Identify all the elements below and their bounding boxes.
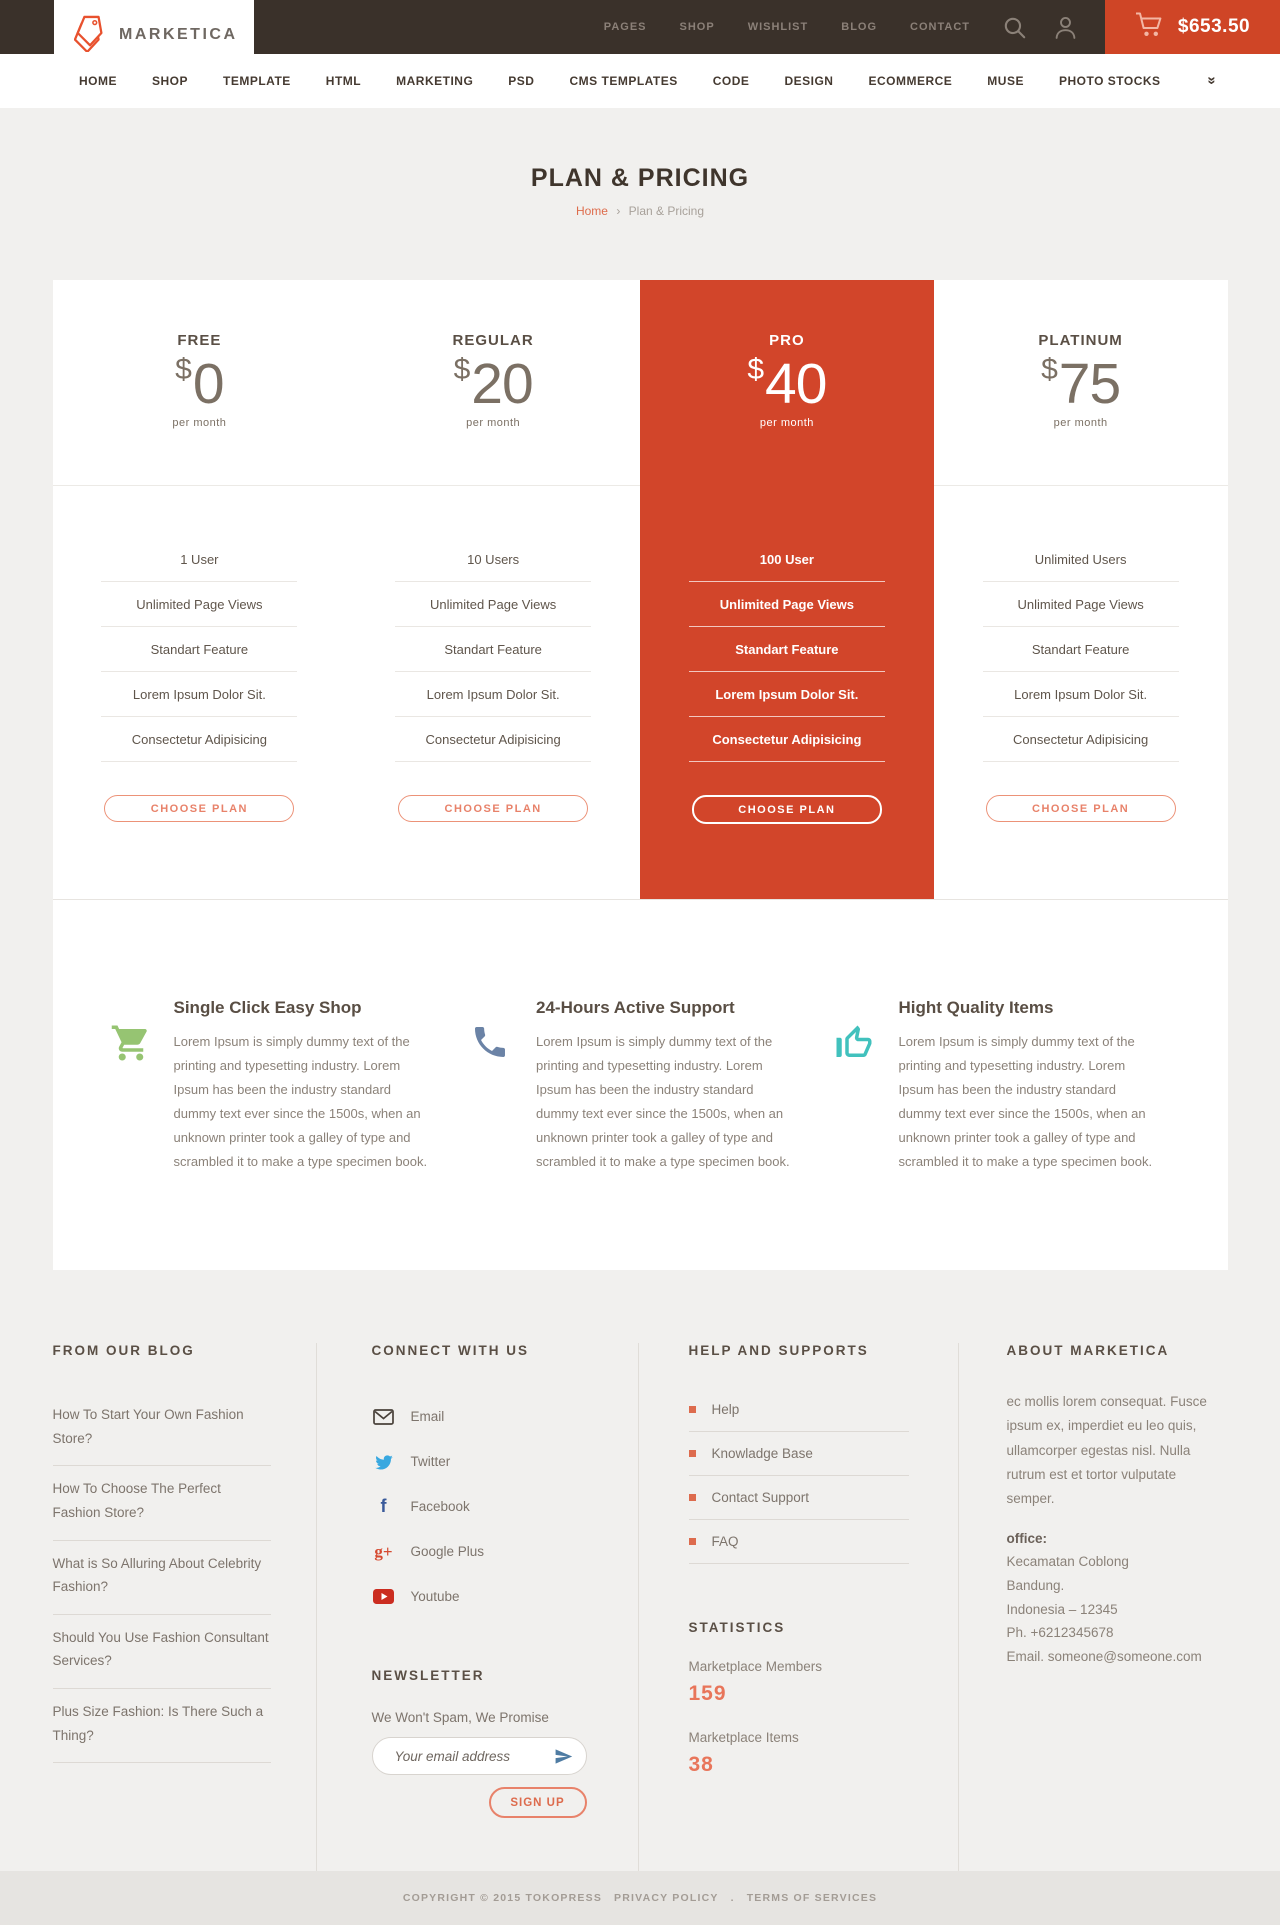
newsletter-tagline: We Won't Spam, We Promise: [371, 1710, 549, 1725]
square-bullet-icon: [689, 1406, 696, 1413]
copyright-bar: [0, 1871, 1280, 1925]
feature-item: Unlimited Page Views: [689, 582, 885, 627]
address-line: Ph. +6212345678: [1006, 1625, 1114, 1641]
plan-period: per month: [1053, 417, 1108, 429]
plan-price: $75: [1041, 352, 1121, 416]
facebook-icon: f: [380, 1496, 387, 1516]
nav-marketing[interactable]: MARKETING: [396, 74, 474, 88]
nav-code[interactable]: CODE: [712, 74, 750, 88]
plan-period: per month: [759, 417, 814, 429]
plan-header: [640, 280, 934, 486]
footer-heading: FROM OUR BLOG: [52, 1343, 195, 1358]
feature-item: Standart Feature: [983, 627, 1179, 672]
plan-header: [934, 280, 1228, 486]
plan-period: per month: [466, 417, 521, 429]
copyright-text: COPYRIGHT © 2015 TOKOPRESS: [402, 1892, 603, 1904]
user-icon[interactable]: [1054, 16, 1077, 39]
nav-shop[interactable]: SHOP: [152, 74, 189, 88]
toplink-shop[interactable]: SHOP: [679, 21, 715, 33]
newsletter-heading: NEWSLETTER: [371, 1668, 485, 1683]
breadcrumb-current: Plan & Pricing: [628, 204, 705, 218]
plans-row: [53, 280, 1228, 899]
plan-price: $40: [747, 352, 827, 416]
statistics-heading: STATISTICS: [688, 1620, 786, 1635]
plan-price: $20: [453, 352, 533, 416]
cart-button[interactable]: [1105, 0, 1280, 54]
blurb-quality: [833, 998, 1173, 1270]
footer-about-column: [959, 1343, 1228, 1871]
google-plus-icon: g+: [374, 1541, 393, 1561]
social-label: Twitter: [410, 1454, 451, 1469]
nav-muse[interactable]: MUSE: [987, 74, 1024, 88]
nav-template[interactable]: TEMPLATE: [223, 74, 291, 88]
plan-pro-highlighted: [640, 280, 934, 899]
blurb-title: 24-Hours Active Support: [536, 998, 735, 1017]
social-google-plus[interactable]: [372, 1529, 638, 1574]
breadcrumb-separator: ›: [616, 204, 621, 218]
plan-features: [101, 537, 297, 762]
footer-blog-column: [53, 1343, 317, 1871]
nav-ecommerce[interactable]: ECOMMERCE: [868, 74, 953, 88]
plan-regular: [346, 280, 640, 899]
feature-item: 10 Users: [395, 537, 591, 582]
feature-item: Unlimited Page Views: [395, 582, 591, 627]
plan-name: PRO: [769, 332, 805, 349]
cart-icon: [1135, 11, 1165, 44]
blog-link[interactable]: How To Choose The Perfect Fashion Store?: [53, 1466, 271, 1540]
help-link[interactable]: Knowladge Base: [689, 1432, 909, 1476]
cart-icon: [108, 1022, 158, 1270]
plan-free: [53, 280, 347, 899]
feature-item: Lorem Ipsum Dolor Sit.: [689, 672, 885, 717]
plan-features: [983, 537, 1179, 762]
footer-help-column: [639, 1343, 959, 1871]
nav-photo-stocks[interactable]: PHOTO STOCKS: [1058, 74, 1161, 88]
hero: [0, 108, 1280, 280]
help-link[interactable]: FAQ: [689, 1520, 909, 1564]
top-bar: [0, 0, 1280, 54]
nav-html[interactable]: HTML: [325, 74, 362, 88]
blurb-body: [174, 998, 430, 1270]
office-label: office:: [1006, 1531, 1047, 1547]
plan-period: per month: [172, 417, 227, 429]
choose-plan-button[interactable]: CHOOSE PLAN: [398, 795, 588, 822]
blog-link[interactable]: How To Start Your Own Fashion Store?: [53, 1392, 271, 1466]
feature-item: Consectetur Adipisicing: [689, 717, 885, 762]
blog-link[interactable]: Should You Use Fashion Consultant Services?: [53, 1615, 271, 1689]
plan-features: [395, 537, 591, 762]
plan-name: REGULAR: [452, 332, 534, 349]
blurb-title: Single Click Easy Shop: [173, 998, 362, 1017]
nav-design[interactable]: DESIGN: [784, 74, 834, 88]
youtube-icon: [372, 1589, 396, 1604]
plan-header: [346, 280, 640, 486]
feature-item: Lorem Ipsum Dolor Sit.: [395, 672, 591, 717]
copyright-separator: .: [730, 1892, 735, 1904]
footer-heading: HELP AND SUPPORTS: [688, 1343, 869, 1358]
blurb-title: Hight Quality Items: [898, 998, 1054, 1017]
blurb-text: Lorem Ipsum is simply dummy text of the printing and typesetting industry. Lorem Ipsum has been the industry standard dummy text ever since the 1500s, when an unknown printer took a galley of type and scrambled it to make a type specimen book.: [898, 1034, 1153, 1170]
feature-item: 1 User: [101, 537, 297, 582]
nav-psd[interactable]: PSD: [508, 74, 535, 88]
toplink-blog[interactable]: BLOG: [841, 21, 878, 33]
feature-item: Lorem Ipsum Dolor Sit.: [983, 672, 1179, 717]
help-link[interactable]: Help: [689, 1388, 909, 1432]
feature-item: Consectetur Adipisicing: [395, 717, 591, 762]
footer-heading: ABOUT MARKETICA: [1006, 1343, 1170, 1358]
toplink-wishlist[interactable]: WISHLIST: [747, 21, 809, 33]
help-link[interactable]: Contact Support: [689, 1476, 909, 1520]
stat-label: Marketplace Members: [688, 1659, 823, 1674]
choose-plan-button[interactable]: CHOOSE PLAN: [692, 795, 882, 824]
social-label: Google Plus: [410, 1544, 485, 1559]
tag-icon: [74, 14, 108, 57]
address-line: Email. someone@someone.com: [1006, 1648, 1202, 1664]
brand-name: MARKETICA: [119, 26, 238, 43]
plan-name: FREE: [177, 332, 222, 349]
plan-features: [689, 537, 885, 762]
blurb-body: [899, 998, 1155, 1270]
search-icon[interactable]: [1003, 16, 1026, 39]
footer: [53, 1270, 1228, 1871]
social-label: Youtube: [410, 1589, 460, 1604]
social-youtube[interactable]: [372, 1574, 638, 1619]
pricing-card: [53, 280, 1228, 1270]
feature-item: Unlimited Users: [983, 537, 1179, 582]
feature-item: Consectetur Adipisicing: [101, 717, 297, 762]
feature-item: Standart Feature: [395, 627, 591, 672]
blurb-easy-shop: [108, 998, 448, 1270]
blurb-text: Lorem Ipsum is simply dummy text of the printing and typesetting industry. Lorem Ipsum has been the industry standard dummy text ever since the 1500s, when an unknown printer took a galley of type and scrambled it to make a type specimen book.: [536, 1034, 790, 1170]
plan-platinum: [934, 280, 1228, 899]
feature-item: Standart Feature: [689, 627, 885, 672]
page-title: PLAN & PRICING: [530, 164, 750, 192]
social-email[interactable]: [372, 1394, 638, 1439]
cart-total: $653.50: [1177, 16, 1251, 37]
thumbs-up-icon: [833, 1022, 883, 1270]
feature-item: Unlimited Page Views: [983, 582, 1179, 627]
blog-list: [53, 1392, 271, 1763]
stat-value: 159: [688, 1682, 727, 1705]
blog-link[interactable]: What is So Alluring About Celebrity Fashion?: [53, 1541, 271, 1615]
breadcrumb-home[interactable]: Home: [575, 204, 608, 218]
feature-item: Standart Feature: [101, 627, 297, 672]
brand-logo[interactable]: [54, 0, 254, 70]
toplink-pages[interactable]: PAGES: [603, 21, 647, 33]
blurb-body: [536, 998, 792, 1270]
breadcrumb: [0, 204, 1280, 218]
square-bullet-icon: [689, 1538, 696, 1545]
feature-item: 100 User: [689, 537, 885, 582]
square-bullet-icon: [689, 1450, 696, 1457]
terms-link[interactable]: TERMS OF SERVICES: [746, 1892, 878, 1904]
signup-button[interactable]: SIGN UP: [489, 1787, 587, 1818]
phone-icon: [470, 1022, 520, 1270]
address-line: Kecamatan Coblong: [1006, 1554, 1129, 1570]
newsletter-form: [372, 1737, 587, 1818]
social-label: Email: [410, 1409, 445, 1424]
social-twitter[interactable]: [372, 1439, 638, 1484]
about-text: ec mollis lorem consequat. Fusce ipsum ex, imperdiet eu leo quis, ullamcorper egestas nisl. Nulla rutrum est et tortor vulputate semper.: [1006, 1394, 1207, 1507]
footer-connect-column: [317, 1343, 639, 1871]
help-list: [689, 1388, 909, 1564]
plan-price: $0: [175, 352, 224, 416]
address-line: Indonesia – 12345: [1006, 1601, 1118, 1617]
plan-header: [53, 280, 347, 486]
feature-item: Lorem Ipsum Dolor Sit.: [101, 672, 297, 717]
feature-item: Unlimited Page Views: [101, 582, 297, 627]
social-list: [372, 1394, 638, 1619]
footer-heading: CONNECT WITH US: [371, 1343, 529, 1358]
top-bar-right: [604, 0, 1280, 54]
email-icon: [372, 1409, 396, 1425]
feature-blurbs: [53, 899, 1228, 1270]
send-icon[interactable]: [554, 1747, 573, 1769]
chevron-double-down-icon[interactable]: »: [1203, 76, 1221, 85]
social-facebook[interactable]: [372, 1484, 638, 1529]
address-line: Bandung.: [1006, 1578, 1065, 1594]
plan-name: PLATINUM: [1038, 332, 1123, 349]
blurb-support: [470, 998, 810, 1270]
nav-cms-templates[interactable]: CMS TEMPLATES: [569, 74, 678, 88]
blurb-text: Lorem Ipsum is simply dummy text of the printing and typesetting industry. Lorem Ipsum has been the industry standard dummy text ever since the 1500s, when an unknown printer took a galley of type and scrambled it to make a type specimen book.: [173, 1034, 428, 1170]
blog-link[interactable]: Plus Size Fashion: Is There Such a Thing?: [53, 1689, 271, 1763]
twitter-icon: [372, 1452, 396, 1472]
toplink-contact[interactable]: CONTACT: [910, 21, 970, 33]
social-label: Facebook: [410, 1499, 470, 1514]
privacy-policy-link[interactable]: PRIVACY POLICY: [614, 1892, 719, 1904]
nav-home[interactable]: HOME: [79, 74, 117, 88]
square-bullet-icon: [689, 1494, 696, 1501]
stat-label: Marketplace Items: [688, 1730, 799, 1745]
feature-item: Consectetur Adipisicing: [983, 717, 1179, 762]
choose-plan-button[interactable]: CHOOSE PLAN: [104, 795, 294, 822]
stat-value: 38: [688, 1753, 714, 1776]
choose-plan-button[interactable]: CHOOSE PLAN: [986, 795, 1176, 822]
